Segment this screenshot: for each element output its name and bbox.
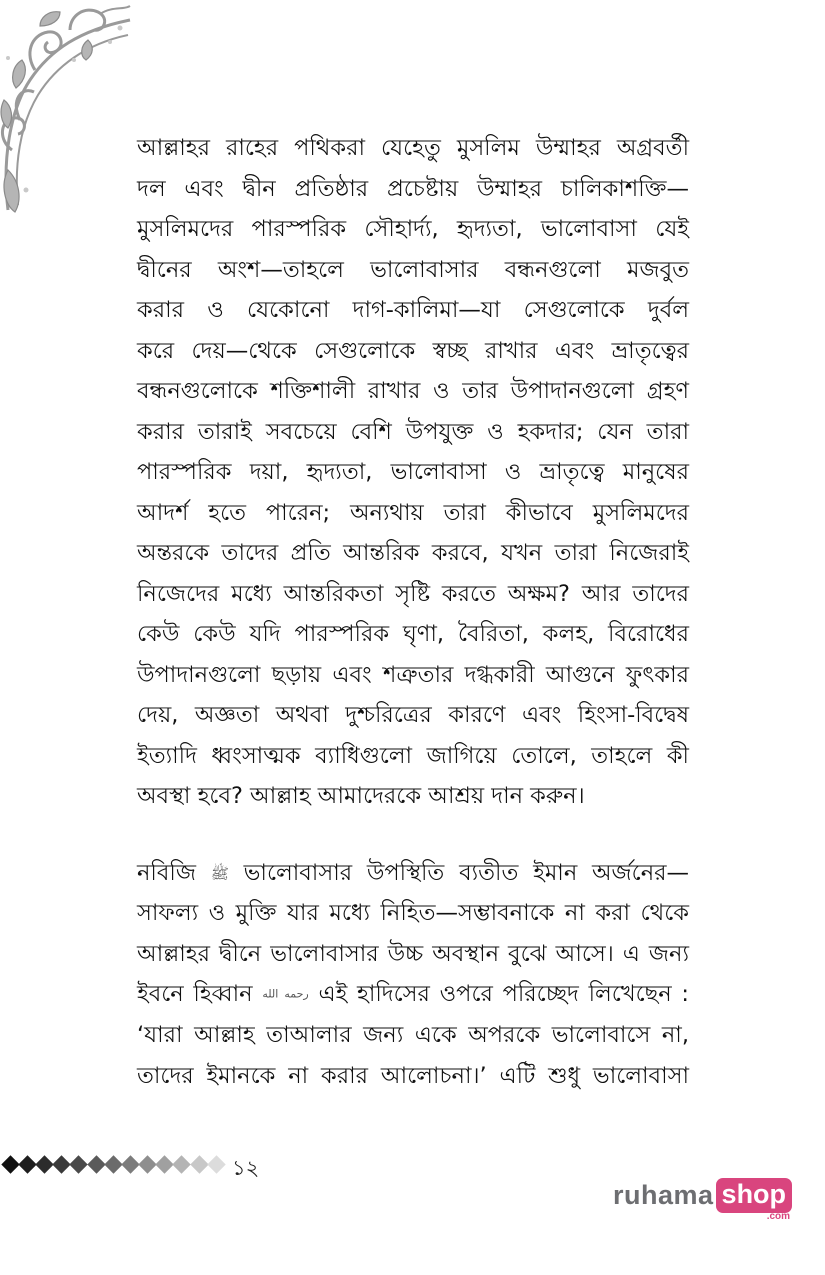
logo-text-domain: .com xyxy=(766,1210,791,1222)
text-line: ইত্যাদি ধ্বংসাত্মক ব্যাধিগুলো জাগিয়ে তোলে, তাহলে কী xyxy=(137,742,689,769)
text-line: আল্লাহর রাহের পথিকরা যেহেতু মুসলিম উম্মাহর অগ্রবর্তী xyxy=(137,135,689,161)
diamond-icon xyxy=(18,1155,36,1173)
text-line: বন্ধনগুলোকে শক্তিশালী রাখার ও তার উপাদানগুলো গ্রহণ xyxy=(137,378,689,404)
page-number: ১২ xyxy=(232,1156,260,1180)
text-line-last: অবস্থা হবে? আল্লাহ আমাদেরকে আশ্রয় দান করুন। xyxy=(137,783,585,809)
text-line: তাদের ইমানকে না করার আলোচনা।’ এটি শুধু ভালোবাসা xyxy=(137,1062,689,1089)
paragraph-2 xyxy=(137,853,689,1097)
logo-shop-badge xyxy=(716,1178,793,1222)
honorific-salawat-icon: ﷺ xyxy=(210,863,229,882)
text-line: দেয়, অজ্ঞতা অথবা দুশ্চরিত্রের কারণে এবং হিংসা-বিদ্বেষ xyxy=(137,702,689,728)
text-line xyxy=(137,974,689,1015)
text-fragment: নবিজি xyxy=(137,859,196,886)
footer-diamond-row xyxy=(2,1157,224,1173)
logo-text-shop: shop xyxy=(716,1178,793,1213)
paragraph-1 xyxy=(137,128,689,817)
diamond-icon xyxy=(207,1155,225,1173)
diamond-icon xyxy=(35,1155,53,1173)
honorific-rahimahullah-icon: رحمه الله xyxy=(262,987,309,1001)
text-line xyxy=(137,853,689,894)
corner-ornament-icon xyxy=(0,0,135,215)
diamond-icon xyxy=(1,1155,19,1173)
text-line: অন্তরকে তাদের প্রতি আন্তরিক করবে, যখন তারা নিজেরাই xyxy=(137,540,689,566)
text-line: আদর্শ হতে পারেন; অন্যথায় তারা কীভাবে মুসলিমদের xyxy=(137,499,689,526)
text-line: মুসলিমদের পারস্পরিক সৌহার্দ্য, হৃদ্যতা, ভালোবাসা যেই xyxy=(137,216,689,242)
text-line: করে দেয়—থেকে সেগুলোকে স্বচ্ছ রাখার এবং ভ্রাতৃত্বের xyxy=(137,337,689,364)
text-fragment: ইবনে হিব্বান xyxy=(137,981,253,1008)
text-line: করার ও যেকোনো দাগ-কালিমা—যা সেগুলোকে দুর্বল xyxy=(137,297,689,323)
text-line: নিজেদের মধ্যে আন্তরিকতা সৃষ্টি করতে অক্ষম? আর তাদের xyxy=(137,580,689,607)
diamond-icon xyxy=(87,1155,105,1173)
diamond-icon xyxy=(156,1155,174,1173)
text-line: ‘যারা আল্লাহ তাআলার জন্য একে অপরকে ভালোবাসে না, xyxy=(137,1022,689,1048)
text-line: দ্বীনের অংশ—তাহলে ভালোবাসার বন্ধনগুলো মজবুত xyxy=(137,256,689,283)
diamond-icon xyxy=(52,1155,70,1173)
text-line: উপাদানগুলো ছড়ায় এবং শত্রুতার দগ্ধকারী আগুনে ফুৎকার xyxy=(137,661,689,688)
diamond-icon xyxy=(138,1155,156,1173)
logo-text-ruhama: ruhama xyxy=(613,1179,714,1210)
text-fragment: ভালোবাসার উপস্থিতি ব্যতীত ইমান অর্জনের— xyxy=(243,859,689,886)
text-line: পারস্পরিক দয়া, হৃদ্যতা, ভালোবাসা ও ভ্রাতৃত্বে মানুষের xyxy=(137,459,689,485)
diamond-icon xyxy=(104,1155,122,1173)
diamond-icon xyxy=(70,1155,88,1173)
text-line: দল এবং দ্বীন প্রতিষ্ঠার প্রচেষ্টায় উম্মাহর চালিকাশক্তি— xyxy=(137,175,689,202)
text-line: সাফল্য ও মুক্তি যার মধ্যে নিহিত—সম্ভাবনাকে না করা থেকে xyxy=(137,900,689,927)
text-line: আল্লাহর দ্বীনে ভালোবাসার উচ্চ অবস্থান বুঝে আসে। এ জন্য xyxy=(137,940,689,967)
ruhamashop-logo xyxy=(613,1175,792,1222)
page-body xyxy=(137,128,689,1096)
diamond-icon xyxy=(190,1155,208,1173)
diamond-icon xyxy=(121,1155,139,1173)
diamond-icon xyxy=(173,1155,191,1173)
text-fragment: এই হাদিসের ওপরে পরিচ্ছেদ লিখেছেন : xyxy=(318,981,690,1008)
text-line: করার তারাই সবচেয়ে বেশি উপযুক্ত ও হকদার; যেন তারা xyxy=(137,418,689,445)
text-line: কেউ কেউ যদি পারস্পরিক ঘৃণা, বৈরিতা, কলহ, বিরোধের xyxy=(137,621,689,647)
